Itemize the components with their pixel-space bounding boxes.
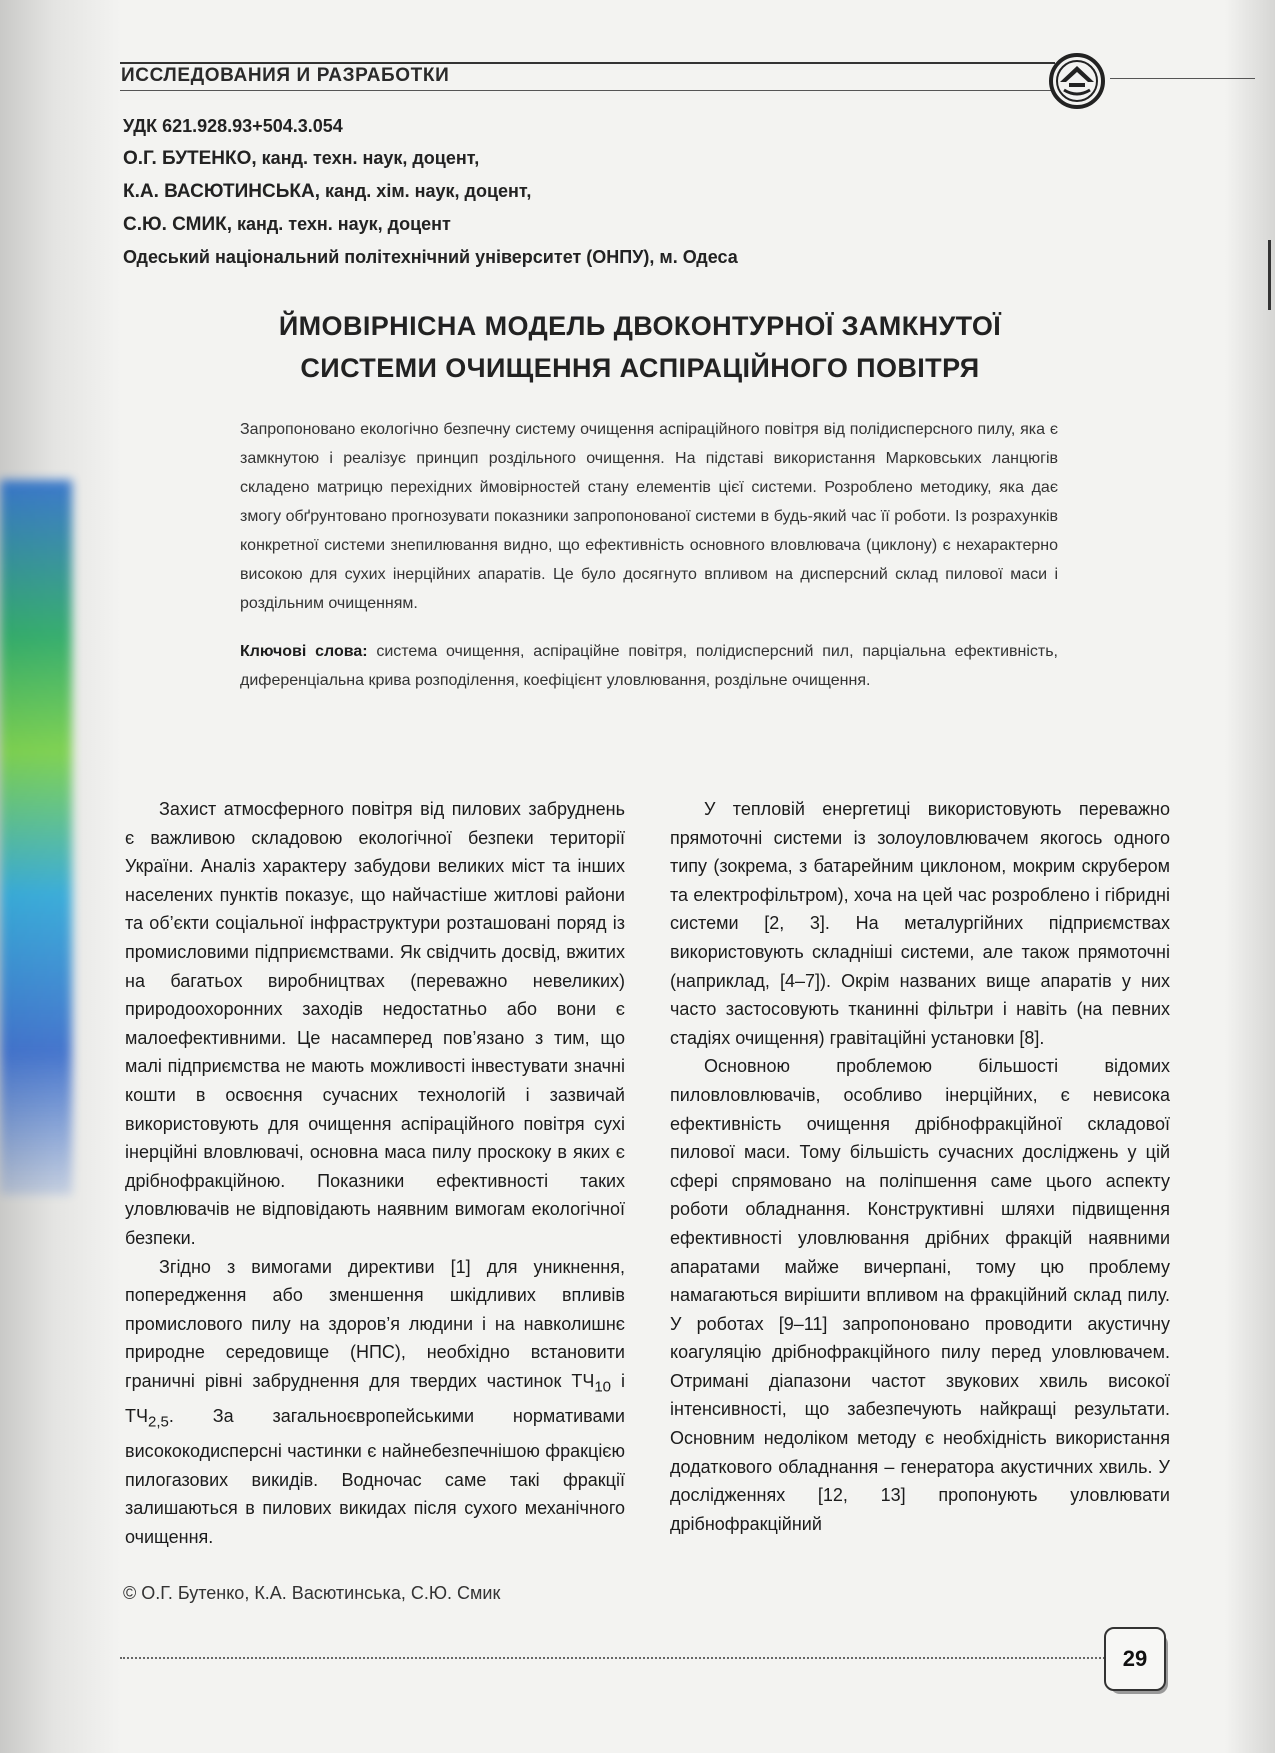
article-title xyxy=(200,305,1080,389)
header-rule-right xyxy=(1110,78,1255,79)
affiliation: Одеський національний політехнічний університет (ОНПУ), м. Одеса xyxy=(123,247,738,267)
body-column-right xyxy=(670,795,1170,1538)
title-line-2: СИСТЕМИ ОЧИЩЕННЯ АСПІРАЦІЙНОГО ПОВІТРЯ xyxy=(300,353,980,383)
paragraph: Основною проблемою більшості відомих пиловловлювачів, особливо інерційних, є невисока ефективність очищення дрібнофракційної складової пилової маси. Тому більшість сучасних досліджень у цій сфері спрямовано на поліпшення саме цього аспекту роботи обладнання. Конструктивні шляхи підвищення ефективності уловлювання дрібних фракцій наявними апаратами майже вичерпані, тому цю проблему намагаються вирішити впливом на фракційний склад пилу. У роботах [9–11] запропоновано проводити акустичну коагуляцію дрібнофракційного пилу перед уловлювачем. Отримані діапазони частот звукових хвиль високої інтенсивності, що забезпечують найкращі результати. Основним недоліком методу є необхідність використання додаткового обладнання – генератора акустичних хвиль. У дослідженнях [12, 13] пропонують уловлювати дрібнофракційний xyxy=(670,1056,1170,1534)
author-credentials: канд. хім. наук, доцент, xyxy=(319,181,532,201)
paragraph: У тепловій енергетиці використовують переважно прямоточні системи із золоуловлювачем якогось одного типу (зокрема, з батарейним циклоном, мокрим скрубером та електрофільтром), хоча на цей час розроблено і гібридні системи [2, 3]. На металургійних підприємствах використовують складніші системи, але також прямоточні (наприклад, [4–7]). Окрім названих вище апаратів у них часто застосовують тканинні фільтри і навіть (на певних стадіях очищення) гравітаційні установки [8]. xyxy=(670,799,1170,1048)
keywords-label: Ключові слова: xyxy=(240,643,368,660)
abstract-text: Запропоновано екологічно безпечну систему очищення аспіраційного повітря від полідисперсного пилу, яка є замкнутою і реалізує принцип роздільного очищення. На підставі використання Марковських ланцюгів складено матрицю перехідних ймовірностей стану елементів цієї системи. Розроблено методику, яка дає змогу обґрунтовано прогнозувати показники запропонованої системи в будь-який час її роботи. Із розрахунків конкретної системи знепилювання видно, що ефективність основного вловлювача (циклону) є нехарактерно високою для сухих інерційних апаратів. Це було досягнуто впливом на дисперсний склад пилової маси і роздільним очищенням. xyxy=(240,421,1058,612)
keywords xyxy=(240,637,1058,695)
edge-mark xyxy=(1268,240,1271,310)
footer-dotted-rule xyxy=(120,1657,1105,1659)
body-column-left xyxy=(125,795,625,1552)
text-run: і ТЧ xyxy=(125,1370,625,1427)
udk-code: УДК 621.928.93+504.3.054 xyxy=(123,116,343,136)
author-credentials: канд. техн. наук, доцент, xyxy=(256,148,480,168)
article-meta xyxy=(123,110,1123,273)
journal-emblem-icon xyxy=(1048,52,1106,110)
author-2 xyxy=(123,175,1123,208)
title-line-1: ЙМОВІРНІСНА МОДЕЛЬ ДВОКОНТУРНОЇ ЗАМКНУТОЇ xyxy=(278,311,1002,341)
author-name: О.Г. БУТЕНКО, xyxy=(123,148,257,169)
author-credentials: канд. техн. наук, доцент xyxy=(231,214,451,234)
header-rule-thin xyxy=(120,90,1055,91)
abstract xyxy=(240,415,1058,695)
author-name: С.Ю. СМИК, xyxy=(123,214,232,235)
section-label: ИССЛЕДОВАНИЯ И РАЗРАБОТКИ xyxy=(121,65,450,86)
subscript: 10 xyxy=(594,1378,611,1396)
page-number: 29 xyxy=(1104,1627,1166,1691)
author-name: К.А. ВАСЮТИНСЬКА, xyxy=(123,181,320,202)
text-run: . За загальноєвропейськими нормативами висококодисперсні частинки є найнебезпечнішою фракцією пилогазових викидів. Водночас саме такі фракції залишаються в пилових викидах після сухого механічного очищення. xyxy=(125,1406,625,1548)
text-run: Згідно з вимогами директиви [1] для уникнення, попередження або зменшення шкідливих впливів промислового пилу на здоров’я людини і на навколишнє природне середовище (НПС), необхідно встановити граничні рівні забруднення для твердих частинок ТЧ xyxy=(125,1256,625,1391)
copyright-line: © О.Г. Бутенко, К.А. Васютинська, С.Ю. Смик xyxy=(123,1583,501,1603)
subscript: 2,5 xyxy=(148,1413,169,1431)
author-3 xyxy=(123,208,1123,241)
paragraph: Захист атмосферного повітря від пилових забруднень є важливою складовою екологічної безпеки території України. Аналіз характеру забудови великих міст та інших населених пунктів показує, що найчастіше житлові райони та об’єкти соціальної інфраструктури розташовані поряд із промисловими підприємствами. Як свідчить досвід, вжитих на багатьох виробництвах (переважно невеликих) природоохоронних заходів недостатньо або вони є малоефективними. Це насамперед пов’язано з тим, що малі підприємства не мають можливості інвестувати значні кошти в освоєння сучасних технологій і зазвичай використовують для очищення аспіраційного повітря сухі інерційні вловлювачі, основна маса пилу проскоку в яких є дрібнофракційною. Показники ефективності таких уловлювачів не відповідають наявним вимогам екологічної безпеки. xyxy=(125,799,625,1248)
keywords-list: система очищення, аспіраційне повітря, полідисперсний пил, парціальна ефективність, диференціальна крива розподілення, коефіцієнт уловлювання, роздільне очищення. xyxy=(240,643,1059,689)
paragraph xyxy=(125,1253,625,1552)
author-1 xyxy=(123,142,1123,175)
cover-color-stripe xyxy=(0,480,72,1195)
